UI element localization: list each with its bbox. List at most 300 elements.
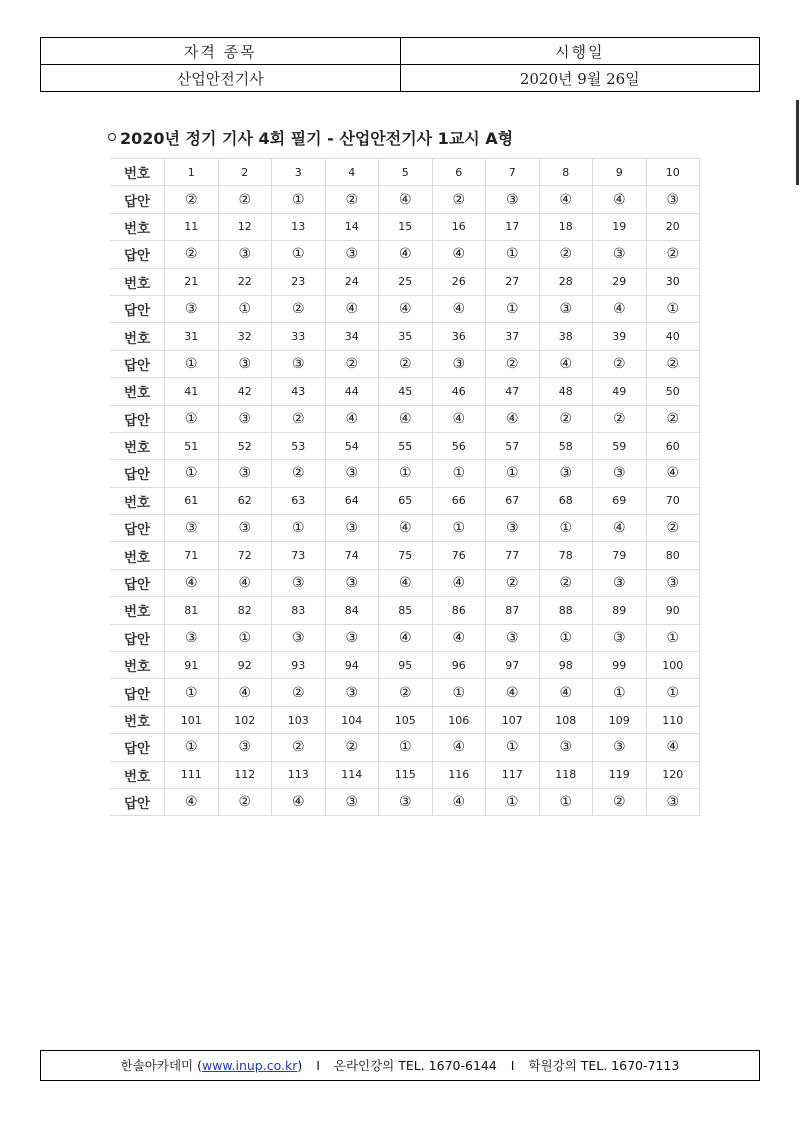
question-number-cell: 85 [379,597,433,624]
question-number-cell: 27 [486,268,540,295]
answer-cell: ② [593,405,647,432]
answer-cell: ② [325,186,379,213]
question-number-cell: 49 [593,378,647,405]
answer-cell: ② [379,350,433,377]
question-number-cell: 64 [325,487,379,514]
question-number-cell: 88 [539,597,593,624]
question-number-cell: 77 [486,542,540,569]
answer-cell: ④ [325,405,379,432]
answer-cell: ② [646,405,700,432]
answer-cell: ③ [272,624,326,651]
answer-cell: ② [272,405,326,432]
number-row-label: 번호 [110,378,165,405]
answer-cell: ④ [432,788,486,815]
answer-cell: ① [486,734,540,761]
question-number-cell: 92 [218,652,272,679]
question-number-cell: 21 [165,268,219,295]
number-row-label: 번호 [110,597,165,624]
answer-cell: ④ [379,186,433,213]
answer-row [110,788,700,815]
number-row [110,378,700,405]
answer-cell: ③ [593,241,647,268]
question-number-cell: 32 [218,323,272,350]
answer-cell: ① [593,679,647,706]
date-column-header: 시행일 [400,38,760,65]
answer-cell: ③ [539,295,593,322]
answer-cell: ③ [593,569,647,596]
question-number-cell: 68 [539,487,593,514]
question-number-cell: 62 [218,487,272,514]
number-row-label: 번호 [110,159,165,186]
answer-cell: ④ [539,679,593,706]
answer-cell: ② [272,679,326,706]
answer-cell: ④ [165,569,219,596]
question-number-cell: 25 [379,268,433,295]
answer-cell: ① [272,241,326,268]
answer-cell: ④ [165,788,219,815]
question-number-cell: 43 [272,378,326,405]
answer-row [110,515,700,542]
answer-cell: ② [539,569,593,596]
question-number-cell: 79 [593,542,647,569]
answer-cell: ① [165,350,219,377]
answer-cell: ③ [539,734,593,761]
answer-cell: ① [165,679,219,706]
answer-cell: ① [539,624,593,651]
answer-cell: ① [486,295,540,322]
page-edge-line [796,100,799,185]
answer-cell: ① [218,624,272,651]
subject-column-header: 자격 종목 [41,38,401,65]
answer-row-label: 답안 [110,569,165,596]
answer-cell: ④ [593,295,647,322]
question-number-cell: 103 [272,706,326,733]
answer-cell: ① [646,624,700,651]
question-number-cell: 20 [646,213,700,240]
answer-cell: ② [486,350,540,377]
question-number-cell: 10 [646,159,700,186]
answer-cell: ① [486,241,540,268]
question-number-cell: 54 [325,432,379,459]
answer-row-label: 답안 [110,186,165,213]
answer-cell: ④ [432,405,486,432]
answer-row-label: 답안 [110,679,165,706]
answer-row [110,679,700,706]
answer-cell: ③ [165,295,219,322]
answer-cell: ③ [218,460,272,487]
question-number-cell: 37 [486,323,540,350]
question-number-cell: 59 [593,432,647,459]
answer-cell: ③ [325,788,379,815]
question-number-cell: 65 [379,487,433,514]
answer-row [110,569,700,596]
question-number-cell: 110 [646,706,700,733]
answer-cell: ③ [325,624,379,651]
page-title [108,126,513,149]
answer-cell: ④ [325,295,379,322]
question-number-cell: 63 [272,487,326,514]
question-number-cell: 38 [539,323,593,350]
answer-cell: ③ [325,679,379,706]
question-number-cell: 50 [646,378,700,405]
footer-divider: I [316,1058,320,1073]
answer-cell: ③ [165,515,219,542]
question-number-cell: 94 [325,652,379,679]
answer-row-label: 답안 [110,515,165,542]
question-number-cell: 11 [165,213,219,240]
question-number-cell: 42 [218,378,272,405]
answer-cell: ④ [646,460,700,487]
answer-row-label: 답안 [110,295,165,322]
question-number-cell: 6 [432,159,486,186]
answer-row [110,350,700,377]
answer-cell: ④ [486,679,540,706]
answer-cell: ③ [593,734,647,761]
question-number-cell: 40 [646,323,700,350]
answer-cell: ④ [379,241,433,268]
answer-row [110,734,700,761]
question-number-cell: 117 [486,761,540,788]
answer-cell: ② [646,350,700,377]
bullet-icon [108,133,116,141]
number-row [110,652,700,679]
number-row-label: 번호 [110,761,165,788]
question-number-cell: 30 [646,268,700,295]
question-number-cell: 70 [646,487,700,514]
answer-cell: ③ [486,186,540,213]
answer-cell: ③ [272,569,326,596]
answer-cell: ③ [593,460,647,487]
question-number-cell: 14 [325,213,379,240]
question-number-cell: 96 [432,652,486,679]
answer-cell: ③ [593,624,647,651]
question-number-cell: 60 [646,432,700,459]
answer-row [110,624,700,651]
number-row [110,487,700,514]
answer-cell: ② [165,241,219,268]
question-number-cell: 106 [432,706,486,733]
answer-cell: ③ [272,350,326,377]
question-number-cell: 109 [593,706,647,733]
answer-cell: ① [432,515,486,542]
answer-table [110,158,700,816]
question-number-cell: 114 [325,761,379,788]
answer-cell: ④ [539,186,593,213]
question-number-cell: 120 [646,761,700,788]
footer: 한솔아카데미 (www.inup.co.kr) I 온라인강의 TEL. 1670-6144 I 학원강의 TEL. 1670-7113 [40,1050,760,1081]
footer-org: 한솔아카데미 [120,1058,194,1073]
question-number-cell: 99 [593,652,647,679]
question-number-cell: 84 [325,597,379,624]
answer-row [110,186,700,213]
question-number-cell: 24 [325,268,379,295]
question-number-cell: 69 [593,487,647,514]
question-number-cell: 51 [165,432,219,459]
question-number-cell: 102 [218,706,272,733]
answer-cell: ② [218,788,272,815]
answer-cell: ③ [379,788,433,815]
answer-cell: ② [325,734,379,761]
answer-cell: ③ [218,515,272,542]
answer-cell: ① [165,734,219,761]
answer-row-label: 답안 [110,405,165,432]
answer-cell: ① [218,295,272,322]
question-number-cell: 58 [539,432,593,459]
question-number-cell: 100 [646,652,700,679]
answer-cell: ④ [646,734,700,761]
question-number-cell: 29 [593,268,647,295]
answer-cell: ③ [218,241,272,268]
answer-cell: ① [165,460,219,487]
answer-cell: ① [165,405,219,432]
question-number-cell: 55 [379,432,433,459]
question-number-cell: 91 [165,652,219,679]
answer-cell: ④ [379,515,433,542]
number-row [110,159,700,186]
question-number-cell: 13 [272,213,326,240]
number-row-label: 번호 [110,268,165,295]
question-number-cell: 22 [218,268,272,295]
answer-cell: ① [486,788,540,815]
question-number-cell: 98 [539,652,593,679]
question-number-cell: 93 [272,652,326,679]
answer-cell: ④ [432,624,486,651]
answer-cell: ④ [432,734,486,761]
number-row-label: 번호 [110,213,165,240]
question-number-cell: 34 [325,323,379,350]
page-title-text: 2020년 정기 기사 4회 필기 - 산업안전기사 1교시 A형 [120,129,514,148]
answer-cell: ② [218,186,272,213]
question-number-cell: 7 [486,159,540,186]
answer-cell: ③ [646,569,700,596]
question-number-cell: 119 [593,761,647,788]
answer-row-label: 답안 [110,788,165,815]
question-number-cell: 48 [539,378,593,405]
question-number-cell: 115 [379,761,433,788]
question-number-cell: 76 [432,542,486,569]
answer-row [110,241,700,268]
question-number-cell: 118 [539,761,593,788]
answer-cell: ④ [218,679,272,706]
question-number-cell: 44 [325,378,379,405]
academy-lecture-phone: 학원강의 TEL. 1670-7113 [528,1058,680,1073]
answer-cell: ④ [593,515,647,542]
answer-cell: ① [379,460,433,487]
answer-cell: ① [432,679,486,706]
answer-cell: ② [646,515,700,542]
answer-cell: ② [646,241,700,268]
answer-cell: ③ [325,241,379,268]
answer-row [110,405,700,432]
question-number-cell: 74 [325,542,379,569]
question-number-cell: 81 [165,597,219,624]
question-number-cell: 89 [593,597,647,624]
answer-cell: ② [165,186,219,213]
answer-cell: ① [432,460,486,487]
subject-value: 산업안전기사 [41,65,401,92]
answer-cell: ② [272,734,326,761]
answer-cell: ③ [646,186,700,213]
answer-cell: ④ [379,405,433,432]
question-number-cell: 41 [165,378,219,405]
question-number-cell: 95 [379,652,433,679]
answer-cell: ② [379,679,433,706]
answer-cell: ② [432,186,486,213]
question-number-cell: 18 [539,213,593,240]
question-number-cell: 53 [272,432,326,459]
answer-cell: ② [272,295,326,322]
number-row-label: 번호 [110,706,165,733]
number-row-label: 번호 [110,323,165,350]
question-number-cell: 112 [218,761,272,788]
question-number-cell: 35 [379,323,433,350]
question-number-cell: 16 [432,213,486,240]
number-row [110,268,700,295]
question-number-cell: 97 [486,652,540,679]
answer-row-label: 답안 [110,624,165,651]
answer-cell: ③ [325,515,379,542]
answer-row-label: 답안 [110,241,165,268]
question-number-cell: 23 [272,268,326,295]
question-number-cell: 56 [432,432,486,459]
answer-cell: ④ [486,405,540,432]
question-number-cell: 2 [218,159,272,186]
answer-cell: ④ [379,569,433,596]
question-number-cell: 45 [379,378,433,405]
answer-cell: ④ [432,241,486,268]
answer-cell: ③ [539,460,593,487]
answer-cell: ③ [218,734,272,761]
online-lecture-phone: 온라인강의 TEL. 1670-6144 [333,1058,497,1073]
question-number-cell: 105 [379,706,433,733]
question-number-cell: 12 [218,213,272,240]
question-number-cell: 101 [165,706,219,733]
question-number-cell: 116 [432,761,486,788]
footer-divider: I [510,1058,515,1073]
number-row [110,542,700,569]
answer-cell: ③ [432,350,486,377]
question-number-cell: 66 [432,487,486,514]
answer-cell: ① [486,460,540,487]
question-number-cell: 5 [379,159,433,186]
answer-cell: ③ [325,569,379,596]
number-row [110,706,700,733]
question-number-cell: 36 [432,323,486,350]
answer-cell: ③ [646,788,700,815]
question-number-cell: 28 [539,268,593,295]
question-number-cell: 90 [646,597,700,624]
answer-cell: ③ [218,350,272,377]
question-number-cell: 107 [486,706,540,733]
answer-row-label: 답안 [110,350,165,377]
question-number-cell: 75 [379,542,433,569]
question-number-cell: 80 [646,542,700,569]
question-number-cell: 87 [486,597,540,624]
question-number-cell: 1 [165,159,219,186]
question-number-cell: 67 [486,487,540,514]
answer-cell: ④ [379,295,433,322]
answer-cell: ① [272,186,326,213]
number-row [110,761,700,788]
question-number-cell: 113 [272,761,326,788]
question-number-cell: 9 [593,159,647,186]
number-row-label: 번호 [110,487,165,514]
answer-cell: ① [272,515,326,542]
answer-cell: ② [593,350,647,377]
question-number-cell: 15 [379,213,433,240]
answer-cell: ④ [379,624,433,651]
website-link[interactable]: www.inup.co.kr [201,1058,298,1073]
answer-cell: ② [325,350,379,377]
number-row-label: 번호 [110,542,165,569]
answer-cell: ① [646,679,700,706]
answer-cell: ③ [325,460,379,487]
question-number-cell: 82 [218,597,272,624]
answer-cell: ④ [539,350,593,377]
question-number-cell: 33 [272,323,326,350]
question-number-cell: 8 [539,159,593,186]
answer-row-label: 답안 [110,460,165,487]
number-row-label: 번호 [110,652,165,679]
number-row [110,213,700,240]
question-number-cell: 72 [218,542,272,569]
question-number-cell: 19 [593,213,647,240]
answer-cell: ④ [432,569,486,596]
number-row [110,597,700,624]
question-number-cell: 26 [432,268,486,295]
question-number-cell: 86 [432,597,486,624]
answer-cell: ① [379,734,433,761]
answer-cell: ③ [486,624,540,651]
question-number-cell: 71 [165,542,219,569]
question-number-cell: 31 [165,323,219,350]
question-number-cell: 47 [486,378,540,405]
question-number-cell: 104 [325,706,379,733]
question-number-cell: 17 [486,213,540,240]
number-row [110,323,700,350]
question-number-cell: 61 [165,487,219,514]
answer-cell: ③ [218,405,272,432]
answer-cell: ② [539,405,593,432]
answer-row [110,295,700,322]
exam-info-table [40,37,760,92]
answer-cell: ① [539,788,593,815]
answer-cell: ② [539,241,593,268]
answer-cell: ② [272,460,326,487]
question-number-cell: 111 [165,761,219,788]
answer-cell: ② [486,569,540,596]
answer-cell: ③ [486,515,540,542]
question-number-cell: 3 [272,159,326,186]
question-number-cell: 57 [486,432,540,459]
answer-cell: ① [539,515,593,542]
question-number-cell: 73 [272,542,326,569]
question-number-cell: 78 [539,542,593,569]
question-number-cell: 39 [593,323,647,350]
answer-cell: ③ [165,624,219,651]
answer-table-body [110,159,700,816]
answer-row [110,460,700,487]
answer-cell: ④ [272,788,326,815]
number-row [110,432,700,459]
question-number-cell: 83 [272,597,326,624]
exam-date-value: 2020년 9월 26일 [400,65,760,92]
question-number-cell: 4 [325,159,379,186]
question-number-cell: 52 [218,432,272,459]
number-row-label: 번호 [110,432,165,459]
answer-cell: ④ [593,186,647,213]
answer-cell: ① [646,295,700,322]
